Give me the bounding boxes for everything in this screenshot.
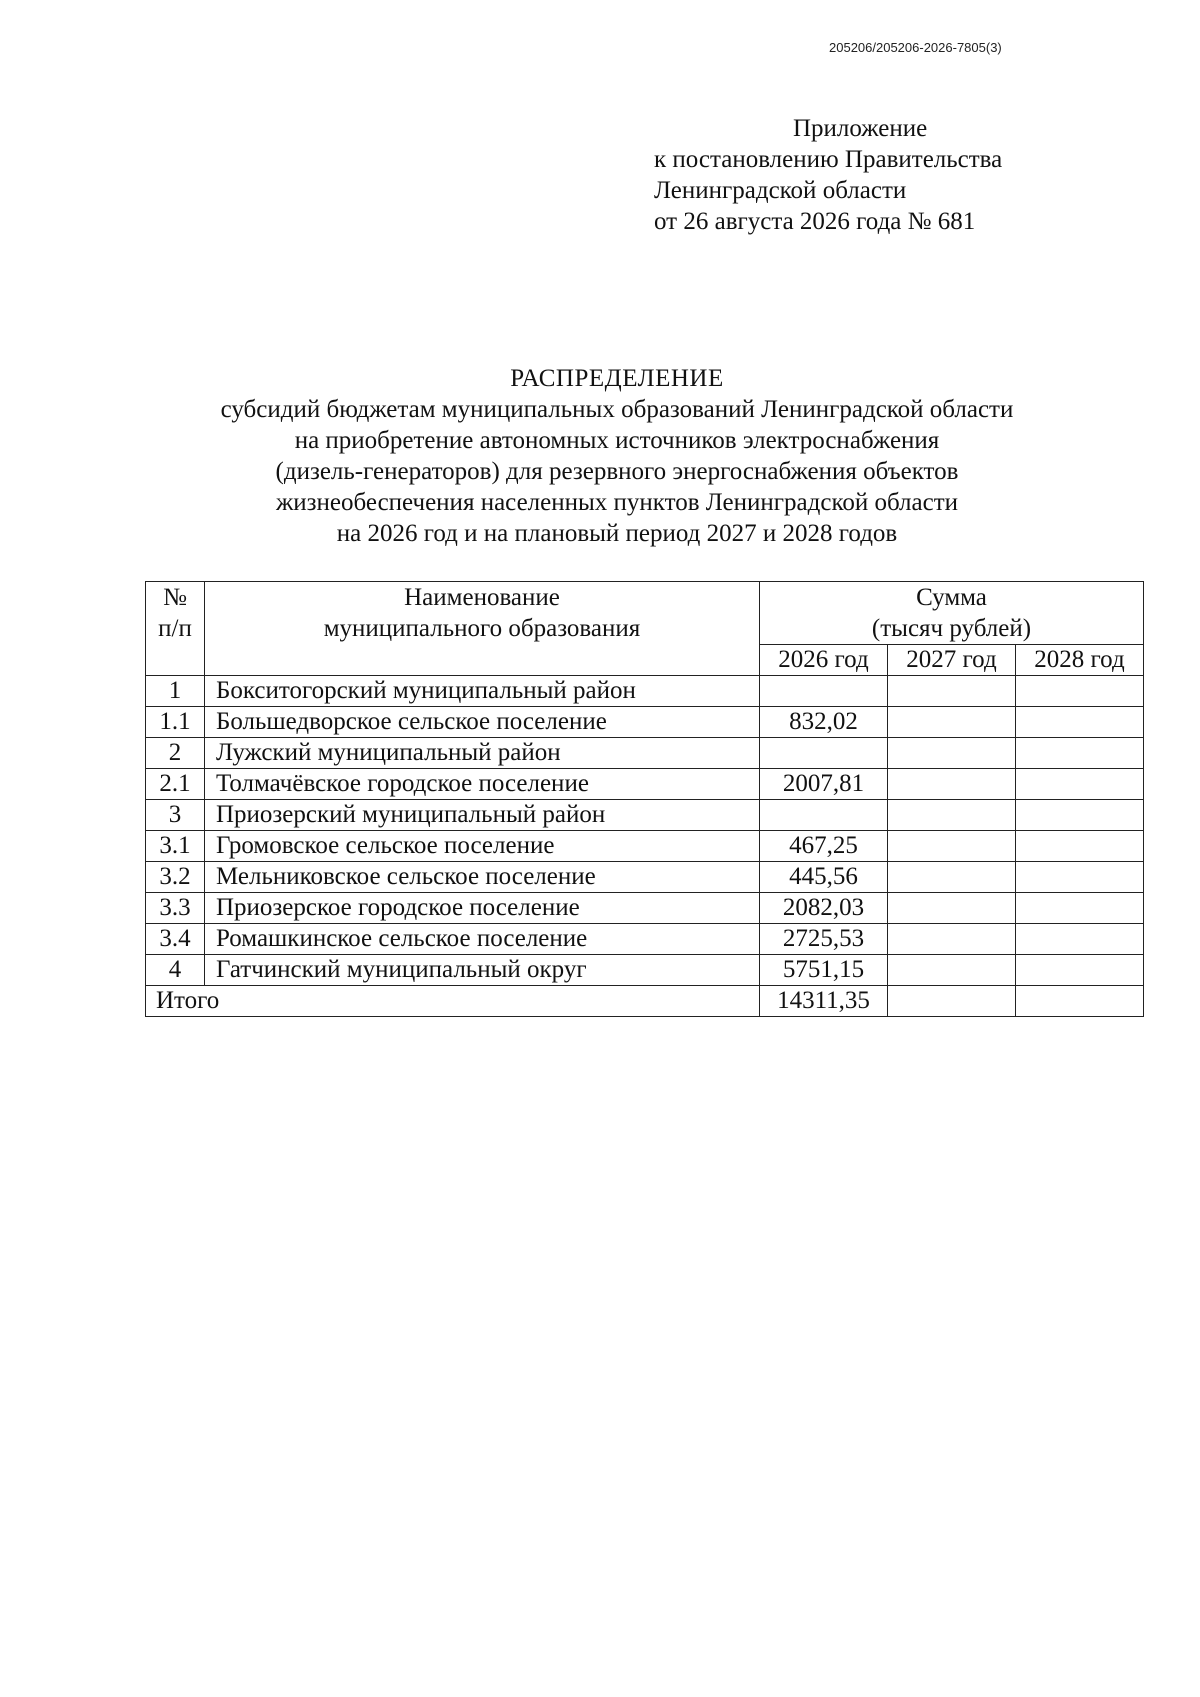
header-number (146, 582, 205, 676)
header-number-line-2: п/п (158, 615, 192, 642)
row-value-2027 (888, 738, 1016, 769)
header-name-line-1: Наименование (404, 584, 560, 611)
appendix-line-1: Приложение (793, 115, 928, 142)
title-line-4: жизнеобеспечения населенных пунктов Ленинградской области (275, 489, 959, 516)
row-value-2028 (1016, 924, 1144, 955)
row-value-2026: 2082,03 (760, 893, 888, 924)
total-value-2026: 14311,35 (760, 986, 888, 1017)
header-year-2026: 2026 год (760, 645, 888, 676)
table-row (146, 955, 1144, 986)
row-value-2026 (760, 800, 888, 831)
row-value-2028 (1016, 738, 1144, 769)
row-value-2027 (888, 676, 1016, 707)
row-value-2027 (888, 924, 1016, 955)
row-value-2028 (1016, 955, 1144, 986)
header-name-line-2: муниципального образования (323, 615, 641, 642)
row-name: Лужский муниципальный район (205, 738, 760, 769)
header-sum-line-1: Сумма (916, 584, 987, 611)
title-heading: РАСПРЕДЕЛЕНИЕ (510, 365, 724, 392)
total-label: Итого (146, 986, 760, 1017)
row-value-2026: 832,02 (760, 707, 888, 738)
row-value-2028 (1016, 769, 1144, 800)
row-number: 3 (146, 800, 205, 831)
title-line-5: на 2026 год и на плановый период 2027 и 2028 годов (336, 520, 898, 547)
total-value-2028 (1016, 986, 1144, 1017)
row-name: Толмачёвское городское поселение (205, 769, 760, 800)
header-name (205, 582, 760, 676)
row-value-2027 (888, 893, 1016, 924)
row-name: Мельниковское сельское поселение (205, 862, 760, 893)
title-line-2: на приобретение автономных источников электроснабжения (294, 427, 940, 454)
appendix-line-3: Ленинградской области (654, 177, 907, 204)
header-sum-line-2: (тысяч рублей) (871, 615, 1032, 642)
table-row (146, 893, 1144, 924)
table-row (146, 800, 1144, 831)
row-number: 3.2 (146, 862, 205, 893)
row-value-2026 (760, 738, 888, 769)
row-name: Ромашкинское сельское поселение (205, 924, 760, 955)
table-row (146, 676, 1144, 707)
title-line-3: (дизель-генераторов) для резервного энергоснабжения объектов (275, 458, 959, 485)
row-value-2027 (888, 707, 1016, 738)
row-value-2026: 2725,53 (760, 924, 888, 955)
table-row (146, 707, 1144, 738)
header-number-line-1: № (163, 584, 187, 611)
row-number: 1 (146, 676, 205, 707)
row-value-2027 (888, 862, 1016, 893)
appendix-line-4: от 26 августа 2026 года № 681 (654, 208, 976, 235)
title-line-1: субсидий бюджетам муниципальных образований Ленинградской области (220, 396, 1014, 423)
appendix-block (654, 113, 1002, 237)
row-value-2028 (1016, 800, 1144, 831)
row-value-2028 (1016, 831, 1144, 862)
row-value-2027 (888, 769, 1016, 800)
title-block (0, 363, 1200, 549)
row-name: Большедворское сельское поселение (205, 707, 760, 738)
header-sum (760, 582, 1144, 645)
row-value-2026: 467,25 (760, 831, 888, 862)
table-row (146, 862, 1144, 893)
row-number: 2 (146, 738, 205, 769)
row-value-2026: 5751,15 (760, 955, 888, 986)
header-year-2027: 2027 год (888, 645, 1016, 676)
row-value-2026 (760, 676, 888, 707)
row-value-2028 (1016, 676, 1144, 707)
row-name: Приозерский муниципальный район (205, 800, 760, 831)
distribution-table (145, 581, 1144, 1017)
row-number: 3.4 (146, 924, 205, 955)
header-year-2028: 2028 год (1016, 645, 1144, 676)
row-value-2027 (888, 831, 1016, 862)
row-name: Гатчинский муниципальный округ (205, 955, 760, 986)
row-name: Громовское сельское поселение (205, 831, 760, 862)
row-name: Бокситогорский муниципальный район (205, 676, 760, 707)
row-value-2026: 2007,81 (760, 769, 888, 800)
total-value-2027 (888, 986, 1016, 1017)
row-value-2028 (1016, 862, 1144, 893)
table-row (146, 831, 1144, 862)
row-value-2028 (1016, 893, 1144, 924)
row-number: 2.1 (146, 769, 205, 800)
row-number: 3.3 (146, 893, 205, 924)
table-row (146, 769, 1144, 800)
row-number: 1.1 (146, 707, 205, 738)
row-number: 4 (146, 955, 205, 986)
row-name: Приозерское городское поселение (205, 893, 760, 924)
row-value-2026: 445,56 (760, 862, 888, 893)
appendix-line-2: к постановлению Правительства (654, 146, 1003, 173)
table-header-row (146, 582, 1144, 645)
table-row (146, 738, 1144, 769)
row-value-2027 (888, 955, 1016, 986)
row-value-2027 (888, 800, 1016, 831)
row-value-2028 (1016, 707, 1144, 738)
document-id: 205206/205206-2026-7805(3) (829, 40, 1002, 55)
table-row (146, 924, 1144, 955)
table-total-row (146, 986, 1144, 1017)
row-number: 3.1 (146, 831, 205, 862)
